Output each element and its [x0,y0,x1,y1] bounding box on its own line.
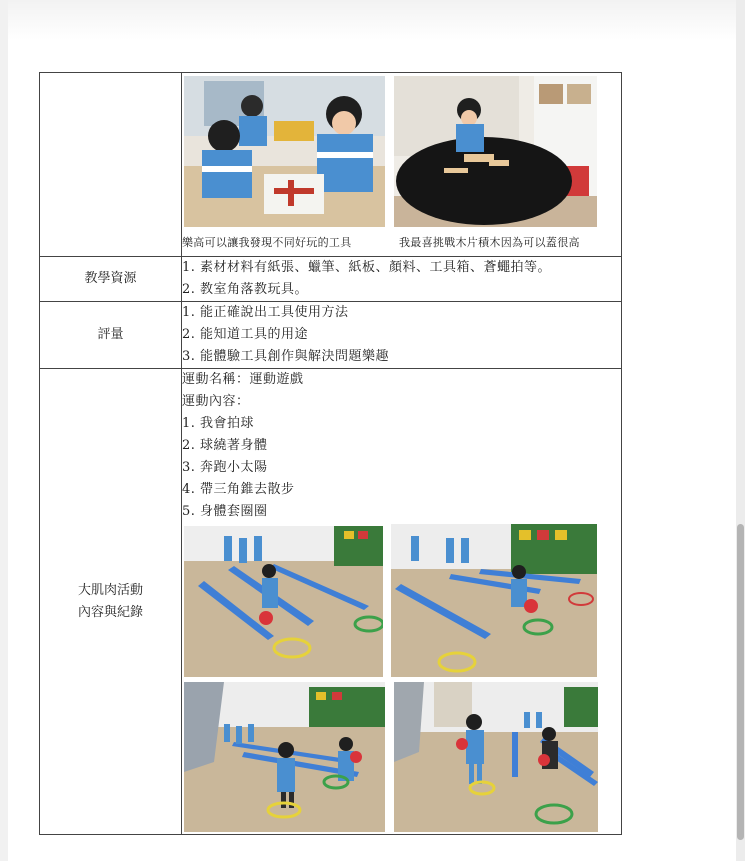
gross-motor-content [182,369,622,835]
evaluation-line: 2. 能知道工具的用途 [182,327,309,342]
scrollbar-thumb[interactable] [737,524,744,840]
evaluation-content [182,302,622,369]
teaching-resources-label: 教學資源 [40,257,182,302]
photo-row-label-cell [40,73,182,257]
page-top-fade [8,0,736,40]
photo-row-content-cell [182,73,622,257]
gross-motor-line: 5. 身體套圈圈 [182,504,268,519]
teaching-resources-content [182,257,622,302]
gross-motor-line: 1. 我會拍球 [182,416,255,431]
evaluation-line: 3. 能體驗工具創作與解決問題樂趣 [182,349,390,364]
gross-motor-line: 運動內容： [182,394,250,409]
gross-motor-label-line: 內容與紀錄 [77,604,143,620]
teaching-resources-line: 1. 素材材料有紙張、蠟筆、紙板、顏料、工具箱、蒼蠅拍等。 [182,260,552,275]
gross-motor-line: 運動名稱：運動遊戲 [182,372,304,387]
teaching-resources-row [40,257,622,302]
evaluation-line: 1. 能正確說出工具使用方法 [182,305,349,320]
ball-activity-photo [184,526,383,677]
lesson-record-table [39,72,622,835]
photo-row [40,73,622,257]
gross-motor-line: 4. 帶三角錐去散步 [182,482,295,497]
wood-block-photo-caption: 我最喜挑戰木片積木因為可以蓋很高 [399,236,580,249]
scrollbar-track[interactable] [736,0,745,861]
evaluation-row [40,302,622,369]
gross-motor-label-line: 大肌肉活動 [77,582,143,598]
running-activity-photo [394,682,598,832]
gross-motor-line: 2. 球繞著身體 [182,438,268,453]
teaching-resources-line: 2. 教室角落教玩具。 [182,282,309,297]
evaluation-label: 評量 [40,302,182,369]
hoop-activity-photo [184,682,385,832]
gross-motor-row [40,369,622,835]
ball-dribble-photo [391,524,597,677]
lego-photo-caption: 樂高可以讓我發現不同好玩的工具 [182,236,352,249]
gross-motor-line: 3. 奔跑小太陽 [182,460,268,475]
lego-photo [184,76,385,227]
gross-motor-label [40,369,182,835]
wood-block-photo [394,76,597,227]
